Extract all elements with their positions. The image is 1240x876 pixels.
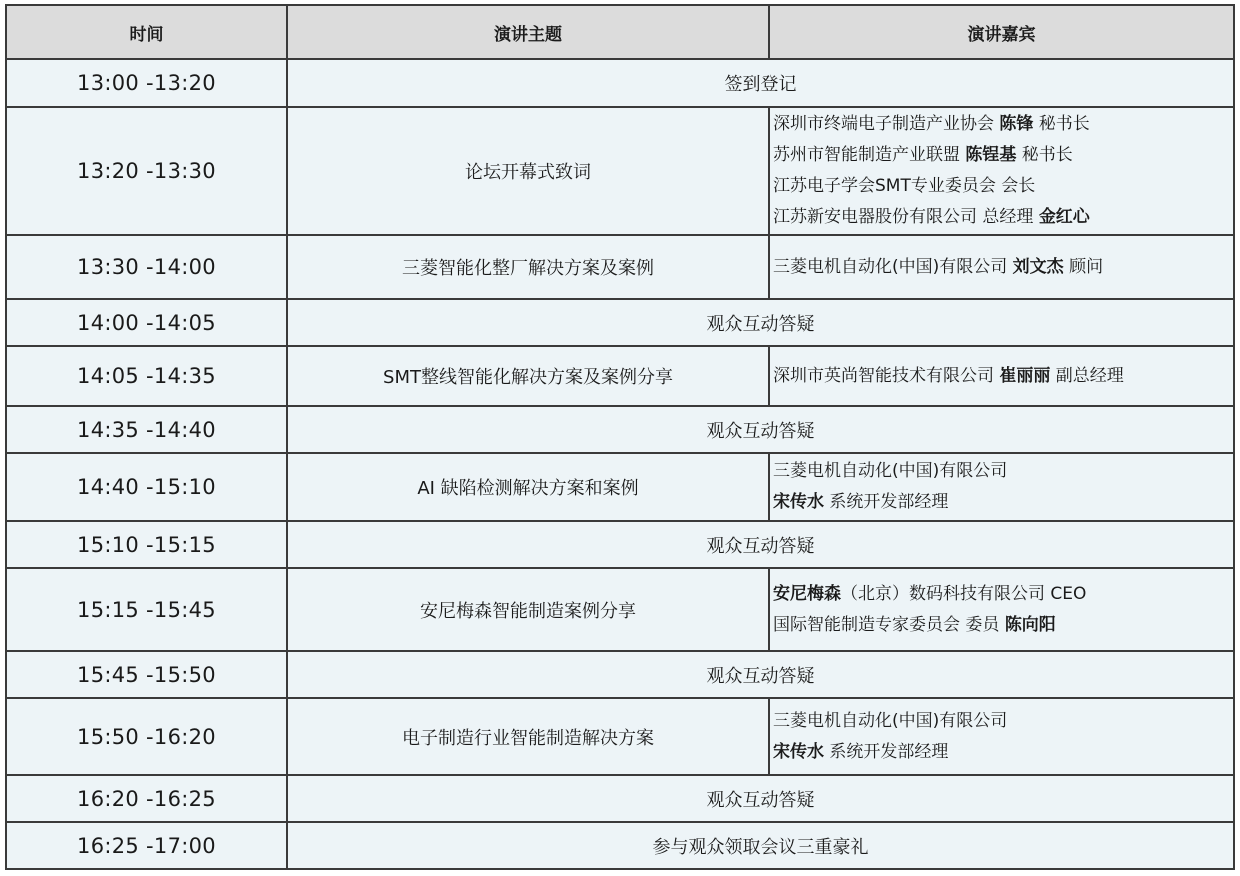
speaker-line [773,202,1233,233]
speaker-text: 副总经理 [1050,365,1124,386]
schedule-table [5,4,1235,870]
speaker-text: 秘书长 [1016,145,1073,165]
header-row [6,5,1234,59]
speaker-text: 三菱电机自动化(中国)有限公司 [773,461,1008,481]
speaker-cell [769,698,1234,775]
table-row [6,775,1234,822]
speaker-text: 系统开发部经理 [824,741,949,762]
session-cell: 参与观众领取会议三重豪礼 [287,822,1234,869]
speaker-text: （北京）数码科技有限公司 CEO [841,583,1087,604]
speaker-name: 宋传水 [773,741,824,762]
session-cell: 观众互动答疑 [287,299,1234,346]
speaker-line [773,252,1233,283]
session-cell: 观众互动答疑 [287,651,1234,698]
time-cell: 14:00 -14:05 [6,299,287,346]
speaker-text: 江苏电子学会SMT专业委员会 会长 [773,176,1036,196]
speaker-text: 系统开发部经理 [824,492,949,512]
table-row [6,299,1234,346]
topic-cell: AI 缺陷检测解决方案和案例 [287,453,769,521]
speaker-line [773,140,1233,171]
speaker-name: 宋传水 [773,492,824,512]
speaker-cell [769,235,1234,299]
time-cell: 16:20 -16:25 [6,775,287,822]
speaker-text: 苏州市智能制造产业联盟 [773,145,966,165]
speaker-line [773,610,1233,641]
speaker-name: 安尼梅森 [773,583,841,604]
table-row [6,822,1234,869]
speaker-line [773,456,1233,487]
speaker-text: 深圳市英尚智能技术有限公司 [773,365,1000,386]
table-row [6,651,1234,698]
speaker-text: 三菱电机自动化(中国)有限公司 [773,256,1013,277]
topic-cell: SMT整线智能化解决方案及案例分享 [287,346,769,406]
time-cell: 14:05 -14:35 [6,346,287,406]
speaker-line [773,706,1233,737]
time-cell: 14:40 -15:10 [6,453,287,521]
speaker-line [773,361,1233,392]
table-row [6,59,1234,107]
header-time: 时间 [6,5,287,59]
header-speaker: 演讲嘉宾 [769,5,1234,59]
speaker-text: 国际智能制造专家委员会 委员 [773,614,1005,635]
topic-cell: 三菱智能化整厂解决方案及案例 [287,235,769,299]
header-topic: 演讲主题 [287,5,769,59]
time-cell: 15:45 -15:50 [6,651,287,698]
table-row [6,521,1234,568]
speaker-name: 崔丽丽 [999,365,1051,386]
time-cell: 13:30 -14:00 [6,235,287,299]
speaker-line [773,171,1233,202]
time-cell: 13:20 -13:30 [6,107,287,235]
table-row [6,698,1234,775]
time-cell: 15:50 -16:20 [6,698,287,775]
speaker-cell [769,453,1234,521]
speaker-cell [769,346,1234,406]
time-cell: 13:00 -13:20 [6,59,287,107]
table-row [6,346,1234,406]
speaker-text: 深圳市终端电子制造产业协会 [773,114,1000,134]
session-cell: 观众互动答疑 [287,406,1234,453]
speaker-cell [769,107,1234,235]
session-cell: 观众互动答疑 [287,775,1234,822]
speaker-cell [769,568,1234,651]
session-cell: 签到登记 [287,59,1234,107]
speaker-line [773,737,1233,768]
table-row [6,107,1234,235]
speaker-text: 顾问 [1063,256,1104,277]
table-row [6,406,1234,453]
speaker-text: 江苏新安电器股份有限公司 总经理 [773,207,1039,227]
speaker-name: 刘文杰 [1012,256,1064,277]
table-row [6,235,1234,299]
time-cell: 14:35 -14:40 [6,406,287,453]
topic-cell: 安尼梅森智能制造案例分享 [287,568,769,651]
time-cell: 16:25 -17:00 [6,822,287,869]
time-cell: 15:15 -15:45 [6,568,287,651]
session-cell: 观众互动答疑 [287,521,1234,568]
speaker-name: 金红心 [1038,207,1090,227]
speaker-name: 陈锃基 [965,145,1017,165]
speaker-line [773,487,1233,518]
topic-cell: 电子制造行业智能制造解决方案 [287,698,769,775]
time-cell: 15:10 -15:15 [6,521,287,568]
table-row [6,453,1234,521]
speaker-text: 三菱电机自动化(中国)有限公司 [773,710,1008,731]
speaker-text: 秘书长 [1033,114,1090,134]
topic-cell: 论坛开幕式致词 [287,107,769,235]
speaker-line [773,109,1233,140]
speaker-line [773,579,1233,610]
speaker-name: 陈向阳 [1004,614,1056,635]
table-row [6,568,1234,651]
speaker-name: 陈锋 [999,114,1034,134]
